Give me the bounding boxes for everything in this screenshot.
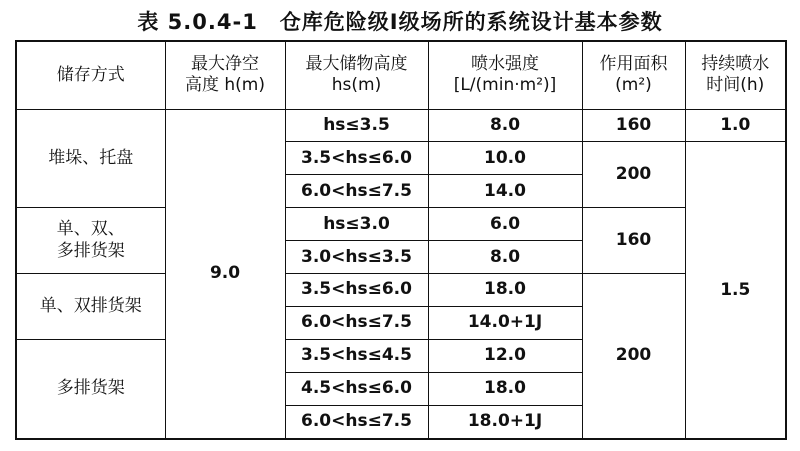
intensity-cell: 8.0 <box>428 241 582 274</box>
duration-cell: 1.0 <box>685 109 786 142</box>
header-max-storage-height: 最大储物高度 hs(m) <box>285 41 428 109</box>
intensity-cell: 14.0+1J <box>428 307 582 340</box>
storage-height-cell: 6.0<hs≤7.5 <box>285 405 428 439</box>
intensity-cell: 12.0 <box>428 339 582 372</box>
storage-height-cell: 6.0<hs≤7.5 <box>285 175 428 208</box>
area-cell: 160 <box>582 109 685 142</box>
table-row <box>16 208 786 241</box>
intensity-cell: 18.0 <box>428 274 582 307</box>
area-cell: 200 <box>582 142 685 208</box>
storage-method-cell: 单、双、 多排货架 <box>16 208 165 274</box>
storage-height-cell: 4.5<hs≤6.0 <box>285 372 428 405</box>
storage-height-cell: 6.0<hs≤7.5 <box>285 307 428 340</box>
area-cell: 160 <box>582 208 685 274</box>
intensity-cell: 18.0+1J <box>428 405 582 439</box>
intensity-cell: 14.0 <box>428 175 582 208</box>
header-max-clear-height: 最大净空 高度 h(m) <box>165 41 285 109</box>
intensity-cell: 8.0 <box>428 109 582 142</box>
intensity-cell: 18.0 <box>428 372 582 405</box>
storage-height-cell: 3.0<hs≤3.5 <box>285 241 428 274</box>
header-spray-duration: 持续喷水 时间(h) <box>685 41 786 109</box>
header-row <box>16 41 786 109</box>
storage-method-cell: 堆垛、托盘 <box>16 109 165 208</box>
max-clear-height-cell: 9.0 <box>165 109 285 439</box>
header-operating-area: 作用面积 (m²) <box>582 41 685 109</box>
storage-height-cell: hs≤3.5 <box>285 109 428 142</box>
storage-height-cell: 3.5<hs≤4.5 <box>285 339 428 372</box>
parameter-table <box>15 40 787 440</box>
storage-height-cell: 3.5<hs≤6.0 <box>285 142 428 175</box>
table-row <box>16 109 786 142</box>
area-cell: 200 <box>582 274 685 439</box>
header-spray-intensity: 喷水强度 [L/(min·m²)] <box>428 41 582 109</box>
storage-method-cell: 单、双排货架 <box>16 274 165 340</box>
header-storage-method: 储存方式 <box>16 41 165 109</box>
intensity-cell: 6.0 <box>428 208 582 241</box>
storage-height-cell: 3.5<hs≤6.0 <box>285 274 428 307</box>
table-title: 表 5.0.4-1 仓库危险级Ⅰ级场所的系统设计基本参数 <box>137 10 663 34</box>
duration-cell: 1.5 <box>685 142 786 439</box>
intensity-cell: 10.0 <box>428 142 582 175</box>
table-row <box>16 274 786 307</box>
storage-method-cell: 多排货架 <box>16 339 165 439</box>
storage-height-cell: hs≤3.0 <box>285 208 428 241</box>
